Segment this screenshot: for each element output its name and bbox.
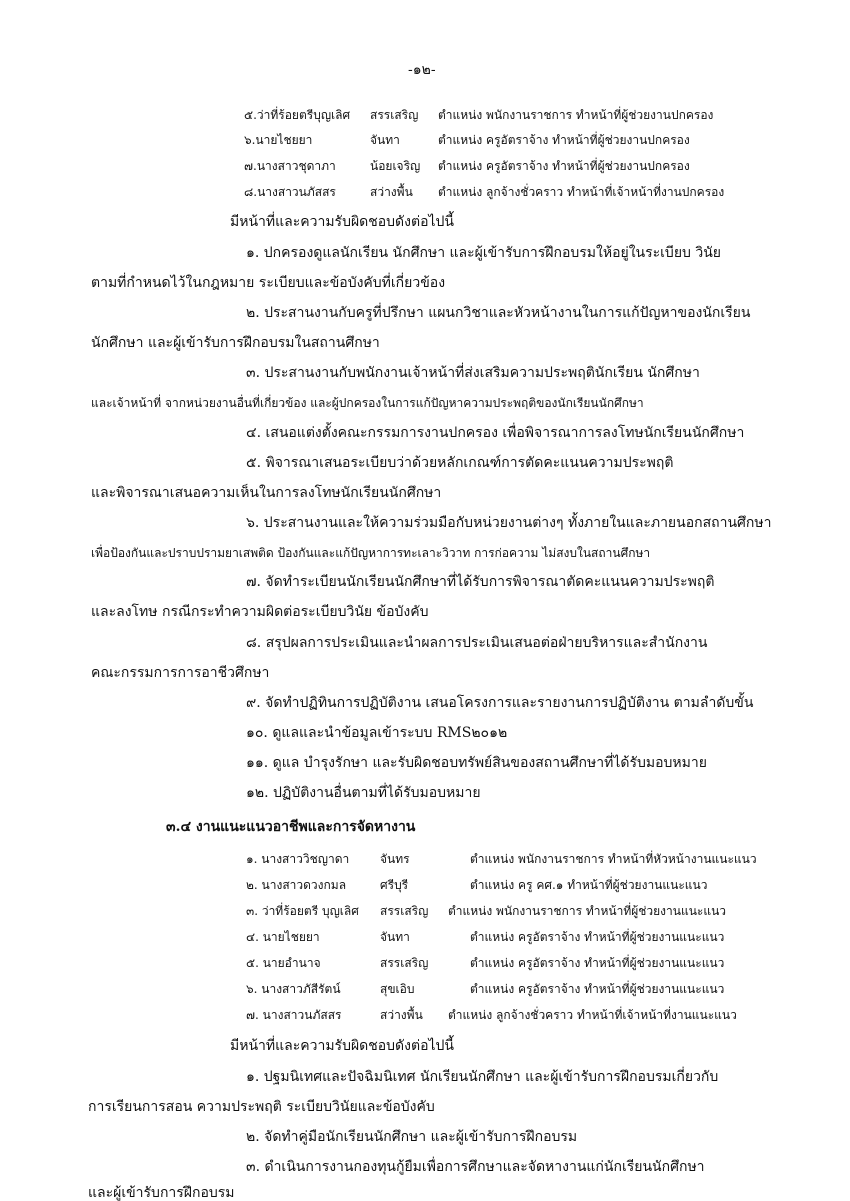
staff-name: ๖. นางสาวภัสีรัตน์: [246, 982, 341, 996]
duty-item-cont: และพิจารณาเสนอความเห็นในการลงโทษนักเรียนนักศึกษา: [91, 485, 442, 501]
staff-name: ๔. นายไชยยา: [246, 930, 320, 944]
duty-item-cont: การเรียนการสอน ความประพฤติ ระเบียบวินัยและข้อบังคับ: [88, 1099, 435, 1115]
duty-item-cont: เพื่อป้องกันและปราบปรามยาเสพติด ป้องกันและแก้ปัญหาการทะเลาะวิวาท การก่อความ ไม่สงบในสถานศึกษา: [91, 546, 651, 560]
duty-item-cont: ตามที่กำหนดไว้ในกฎหมาย ระเบียบและข้อบังคับที่เกี่ยวข้อง: [91, 275, 446, 291]
staff-surname: สรรเสริญ: [380, 956, 429, 970]
staff-surname: สว่างพื้น: [370, 185, 413, 199]
staff-surname: สุขเอิบ: [380, 982, 415, 996]
staff-name: ๖.นายไชยยา: [244, 133, 313, 147]
duty-item: ๕. พิจารณาเสนอระเบียบว่าด้วยหลักเกณฑ์การตัดคะแนนความประพฤติ: [246, 455, 674, 471]
duty-item: ๓. ดำเนินการงานกองทุนกู้ยืมเพื่อการศึกษาและจัดหางานแก่นักเรียนนักศึกษา: [246, 1159, 705, 1175]
duty-item: ๔. เสนอแต่งตั้งคณะกรรมการงานปกครอง เพื่อพิจารณาการลงโทษนักเรียนนักศึกษา: [246, 425, 745, 441]
staff-role: ตำแหน่ง ครูอัตราจ้าง ทำหน้าที่ผู้ช่วยงานแนะแนว: [470, 956, 725, 970]
staff-role: ตำแหน่ง ลูกจ้างชั่วคราว ทำหน้าที่เจ้าหน้าที่งานปกครอง: [438, 185, 725, 199]
staff-surname: จันทร: [380, 852, 410, 866]
staff-role: ตำแหน่ง ครู คศ.๑ ทำหน้าที่ผู้ช่วยงานแนะแนว: [470, 878, 708, 892]
staff-name: ๒. นางสาวดวงกมล: [246, 878, 347, 892]
staff-name: ๘.นางสาวนภัสสร: [244, 185, 336, 199]
duty-item: ๒. จัดทำคู่มือนักเรียนนักศึกษา และผู้เข้ารับการฝึกอบรม: [246, 1129, 578, 1145]
duty-item: ๓. ประสานงานกับพนักงานเจ้าหน้าที่ส่งเสริมความประพฤตินักเรียน นักศึกษา: [246, 365, 700, 381]
staff-name: ๕. นายอำนาจ: [246, 956, 321, 970]
staff-surname: น้อยเจริญ: [370, 159, 421, 173]
page-number: -๑๒-: [408, 62, 436, 78]
duty-item: ๑๑. ดูแล บำรุงรักษา และรับผิดชอบทรัพย์สินของสถานศึกษาที่ได้รับมอบหมาย: [246, 755, 707, 771]
staff-surname: สรรเสริญ: [380, 904, 429, 918]
staff-role: ตำแหน่ง ครูอัตราจ้าง ทำหน้าที่ผู้ช่วยงานปกครอง: [438, 159, 690, 173]
staff-name: ๗. นางสาวนภัสสร: [246, 1008, 342, 1022]
duty-item: ๒. ประสานงานกับครูที่ปรึกษา แผนกวิชาและหัวหน้างานในการแก้ปัญหาของนักเรียน: [246, 305, 751, 321]
duty-item-cont: และผู้เข้ารับการฝึกอบรม: [88, 1185, 235, 1201]
duty-item: ๑. ปฐมนิเทศและปัจฉิมนิเทศ นักเรียนนักศึกษา และผู้เข้ารับการฝึกอบรมเกี่ยวกับ: [246, 1069, 719, 1085]
staff-surname: จันทา: [380, 930, 410, 944]
duty-item-cont: นักศึกษา และผู้เข้ารับการฝึกอบรมในสถานศึกษา: [91, 335, 380, 351]
staff-surname: สว่างพื้น: [380, 1008, 423, 1022]
duty-item-cont: และลงโทษ กรณีกระทำความผิดต่อระเบียบวินัย ข้อบังคับ: [91, 604, 429, 620]
duty-item: ๙. จัดทำปฏิทินการปฏิบัติงาน เสนอโครงการและรายงานการปฏิบัติงาน ตามลำดับขั้น: [246, 695, 754, 711]
duty-item-cont: และเจ้าหน้าที่ จากหน่วยงานอื่นที่เกี่ยวข้อง และผู้ปกครองในการแก้ปัญหาความประพฤติของนักเรียนนักศึกษา: [91, 396, 644, 410]
staff-role: ตำแหน่ง ลูกจ้างชั่วคราว ทำหน้าที่เจ้าหน้าที่งานแนะแนว: [448, 1008, 737, 1022]
staff-name: ๓. ว่าที่ร้อยตรี บุญเลิศ: [246, 904, 359, 918]
staff-name: ๕.ว่าที่ร้อยตรีบุญเลิศ: [244, 108, 351, 122]
duties-heading: มีหน้าที่และความรับผิดชอบดังต่อไปนี้: [230, 214, 454, 230]
duty-item: ๗. จัดทำระเบียนนักเรียนนักศึกษาที่ได้รับการพิจารณาตัดคะแนนความประพฤติ: [246, 574, 715, 590]
duty-item: ๑. ปกครองดูแลนักเรียน นักศึกษา และผู้เข้ารับการฝึกอบรมให้อยู่ในระเบียบ วินัย: [246, 245, 721, 261]
staff-role: ตำแหน่ง ครูอัตราจ้าง ทำหน้าที่ผู้ช่วยงานปกครอง: [438, 133, 690, 147]
duty-item: ๑๒. ปฏิบัติงานอื่นตามที่ได้รับมอบหมาย: [246, 785, 481, 801]
staff-surname: ศรีบุรี: [380, 878, 409, 892]
duty-item-cont: คณะกรรมการการอาชีวศึกษา: [91, 665, 270, 681]
staff-role: ตำแหน่ง พนักงานราชการ ทำหน้าที่ผู้ช่วยงานปกครอง: [438, 108, 714, 122]
duty-item: ๘. สรุปผลการประเมินและนำผลการประเมินเสนอต่อฝ่ายบริหารและสำนักงาน: [246, 635, 708, 651]
staff-role: ตำแหน่ง ครูอัตราจ้าง ทำหน้าที่ผู้ช่วยงานแนะแนว: [470, 982, 725, 996]
staff-name: ๗.นางสาวชุดาภา: [244, 159, 336, 173]
duty-item: ๑๐. ดูแลและนำข้อมูลเข้าระบบ RMS๒๐๑๒: [246, 725, 508, 741]
staff-surname: สรรเสริญ: [370, 108, 419, 122]
staff-role: ตำแหน่ง ครูอัตราจ้าง ทำหน้าที่ผู้ช่วยงานแนะแนว: [470, 930, 725, 944]
staff-surname: จันทา: [370, 133, 400, 147]
duties-heading: มีหน้าที่และความรับผิดชอบดังต่อไปนี้: [230, 1038, 454, 1054]
staff-role: ตำแหน่ง พนักงานราชการ ทำหน้าที่ผู้ช่วยงานแนะแนว: [448, 904, 727, 918]
section-heading: ๓.๔ งานแนะแนวอาชีพและการจัดหางาน: [166, 819, 416, 835]
staff-role: ตำแหน่ง พนักงานราชการ ทำหน้าที่หัวหน้างานแนะแนว: [470, 852, 757, 866]
staff-name: ๑. นางสาววิชญาดา: [246, 852, 350, 866]
duty-item: ๖. ประสานงานและให้ความร่วมมือกับหน่วยงานต่างๆ ทั้งภายในและภายนอกสถานศึกษา: [246, 515, 772, 531]
